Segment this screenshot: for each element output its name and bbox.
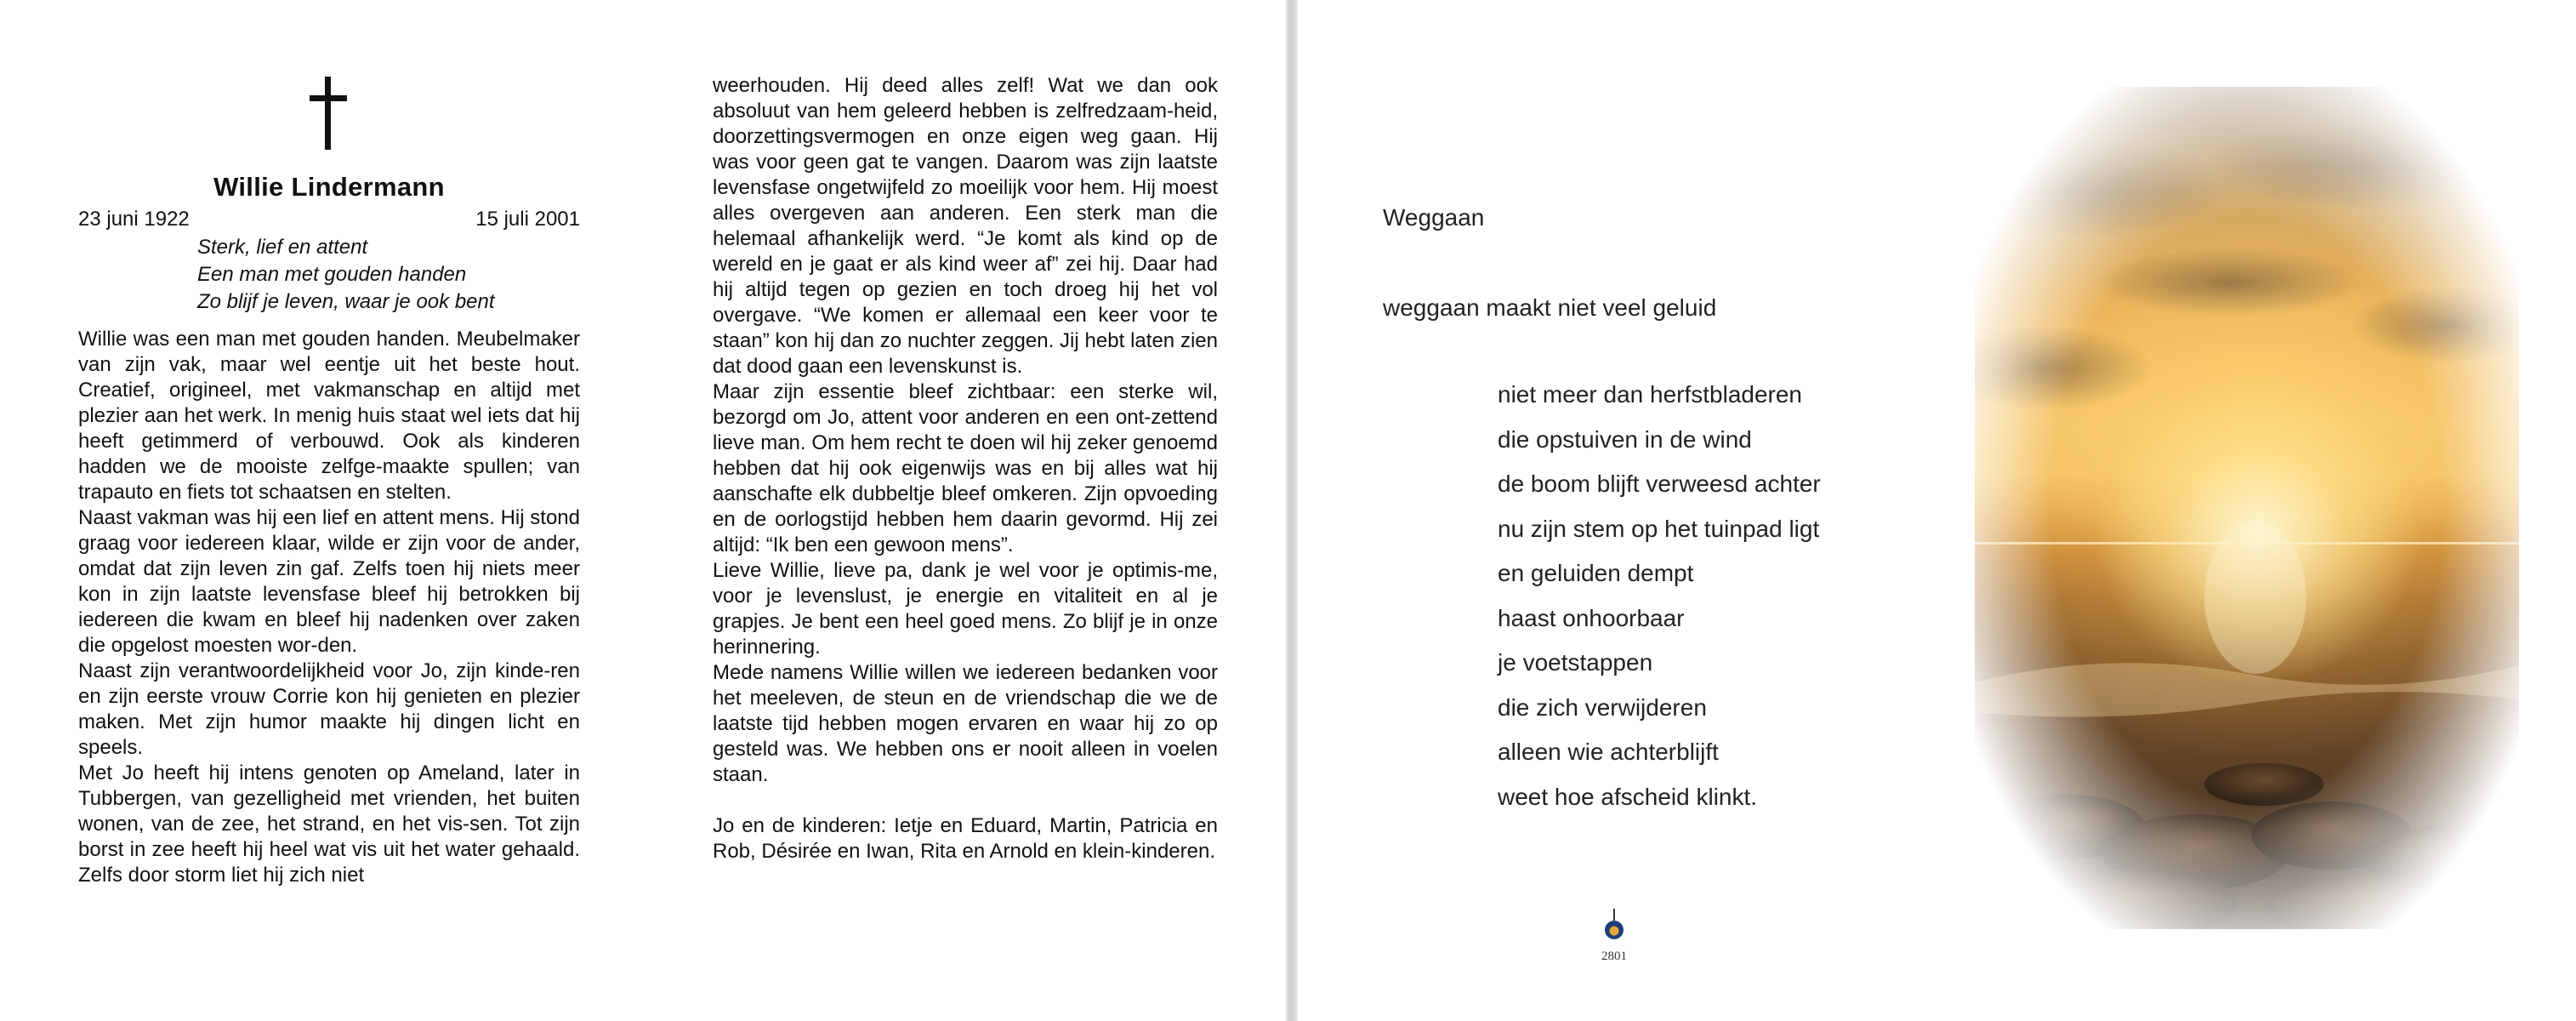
card-fold <box>1286 0 1298 1021</box>
biography-paragraph: Met Jo heeft hij intens genoten op Ameland, later in Tubbergen, van gezelligheid met vrienden, het buiten wonen, van de zee, het strand, en het vis-sen. Tot zijn borst in zee heeft hij heel wat vis uit het water gehaald. Zelfs door storm liet hij zich niet <box>78 761 580 887</box>
biography-paragraph: Naast vakman was hij een lief en attent mens. Hij stond graag voor iedereen klaar, wilde er zijn voor de ander, omdat dat zijn leven zin gaf. Zelfs toen hij niets meer kon in zijn laatste levensfase bleef hij betrokken bij iedereen die kwam en bleef hij nadenken over zaken die opgelost moesten wor-den. <box>78 506 580 657</box>
poem-line: alleen wie achterblijft <box>1498 739 1719 765</box>
biography-part-1 <box>78 327 580 888</box>
text-column-2 <box>713 73 1218 864</box>
poem-line: weet hoe afscheid klinkt. <box>1498 783 1758 810</box>
poem-line: nu zijn stem op het tuinpad ligt <box>1498 515 1820 542</box>
biography-paragraph: Naast zijn verantwoordelijkheid voor Jo, zijn kinde-ren en zijn eerste vrouw Corrie kon hij genieten en plezier maken. Met zijn humor maakte hij dingen licht en speels. <box>78 659 580 759</box>
birth-date: 23 juni 1922 <box>78 208 190 231</box>
biography-paragraph: Mede namens Willie willen we iedereen bedanken voor het meeleven, de steun en de vriendschap die we de laatste tijd hebben mogen ervaren en waar hij zo op gesteld was. We hebben ons er nooit alleen in voelen staan. <box>713 661 1218 786</box>
motto-line: Een man met gouden handen <box>197 263 467 286</box>
sunset-sea-photo <box>1975 87 2519 929</box>
printer-code: 2801 <box>1601 950 1627 963</box>
poem-line: de boom blijft verweesd achter <box>1498 471 1821 497</box>
motto <box>197 234 495 316</box>
printer-mark <box>1595 909 1633 964</box>
cross-icon <box>310 77 347 150</box>
death-date: 15 juli 2001 <box>475 208 580 231</box>
biography-part-2 <box>713 73 1218 864</box>
poem-line: je voetstappen <box>1498 649 1653 676</box>
poem-line: die opstuiven in de wind <box>1498 425 1752 453</box>
poem-line: en geluiden dempt <box>1498 560 1694 586</box>
poem-line: niet meer dan herfstbladeren <box>1498 381 1802 408</box>
sunset-clouds-and-rocks <box>1975 87 2519 929</box>
biography-paragraph: weerhouden. Hij deed alles zelf! Wat we dan ook absoluut van hem geleerd hebben is zelfredzaam-heid, doorzettingsvermogen en onze eigen weg gaan. Hij was voor geen gat te vangen. Daarom was zijn laatste levensfase ongetwijfeld zo moeilijk voor hem. Hij moest alles overgeven aan anderen. Een sterk man die helemaal afhankelijk werd. “Je komt als kind op de wereld en je gaat er als kind weer af” zei hij. Daar had hij altijd tegen op gezien en toch droeg hij het vol overgave. “We komen er allemaal een keer voor te staan” kon hij dan zo nuchter zeggen. Jij hebt laten zien dat dood gaan een levenskunst is. <box>713 74 1218 378</box>
biography-paragraph: Lieve Willie, lieve pa, dank je wel voor je optimis-me, voor je levenslust, je energie en vitaliteit en al je grapjes. Je bent een heel goed mens. Zo blijf je in onze herinnering. <box>713 559 1218 659</box>
family-signature: Jo en de kinderen: Ietje en Eduard, Martin, Patricia en Rob, Désirée en Iwan, Rita en Arnold en klein-kinderen. <box>713 814 1218 863</box>
biography-paragraph: Maar zijn essentie bleef zichtbaar: een sterke wil, bezorgd om Jo, attent voor anderen en een ont-zettend lieve man. Om hem recht te doen wil hij zeker genoemd hebben dat hij ook eigenwijs was en bij alles wat hij aanschafte elk dubbeltje bleef omkeren. Zijn opvoeding en de oorlogstijd hebben hem daarin gevormd. Hij zei altijd: “Ik ben een gewoon mens”. <box>713 380 1218 556</box>
motto-line: Sterk, lief en attent <box>197 236 368 259</box>
poem-title: Weggaan <box>1383 204 1485 231</box>
deceased-name: Willie Lindermann <box>213 172 445 202</box>
poem-first-line: weggaan maakt niet veel geluid <box>1383 294 1717 321</box>
poem-line: haast onhoorbaar <box>1498 604 1685 631</box>
left-card-panel <box>0 0 1286 1021</box>
motto-line: Zo blijf je leven, waar je ook bent <box>197 290 495 313</box>
printer-logo-icon <box>1603 909 1625 946</box>
poem-line: die zich verwijderen <box>1498 693 1707 721</box>
biography-paragraph: Willie was een man met gouden handen. Meubelmaker van zijn vak, maar wel eentje uit het beste hout. Creatief, origineel, met vakmanschap en altijd met plezier aan het werk. In menig huis staat wel iets dat hij heeft getimmerd of verbouwd. Ook als kinderen hadden we de mooiste zelfge-maakte spullen; van trapauto en fiets tot schaatsen en stelten. <box>78 328 580 504</box>
poem-body <box>1498 381 1821 828</box>
